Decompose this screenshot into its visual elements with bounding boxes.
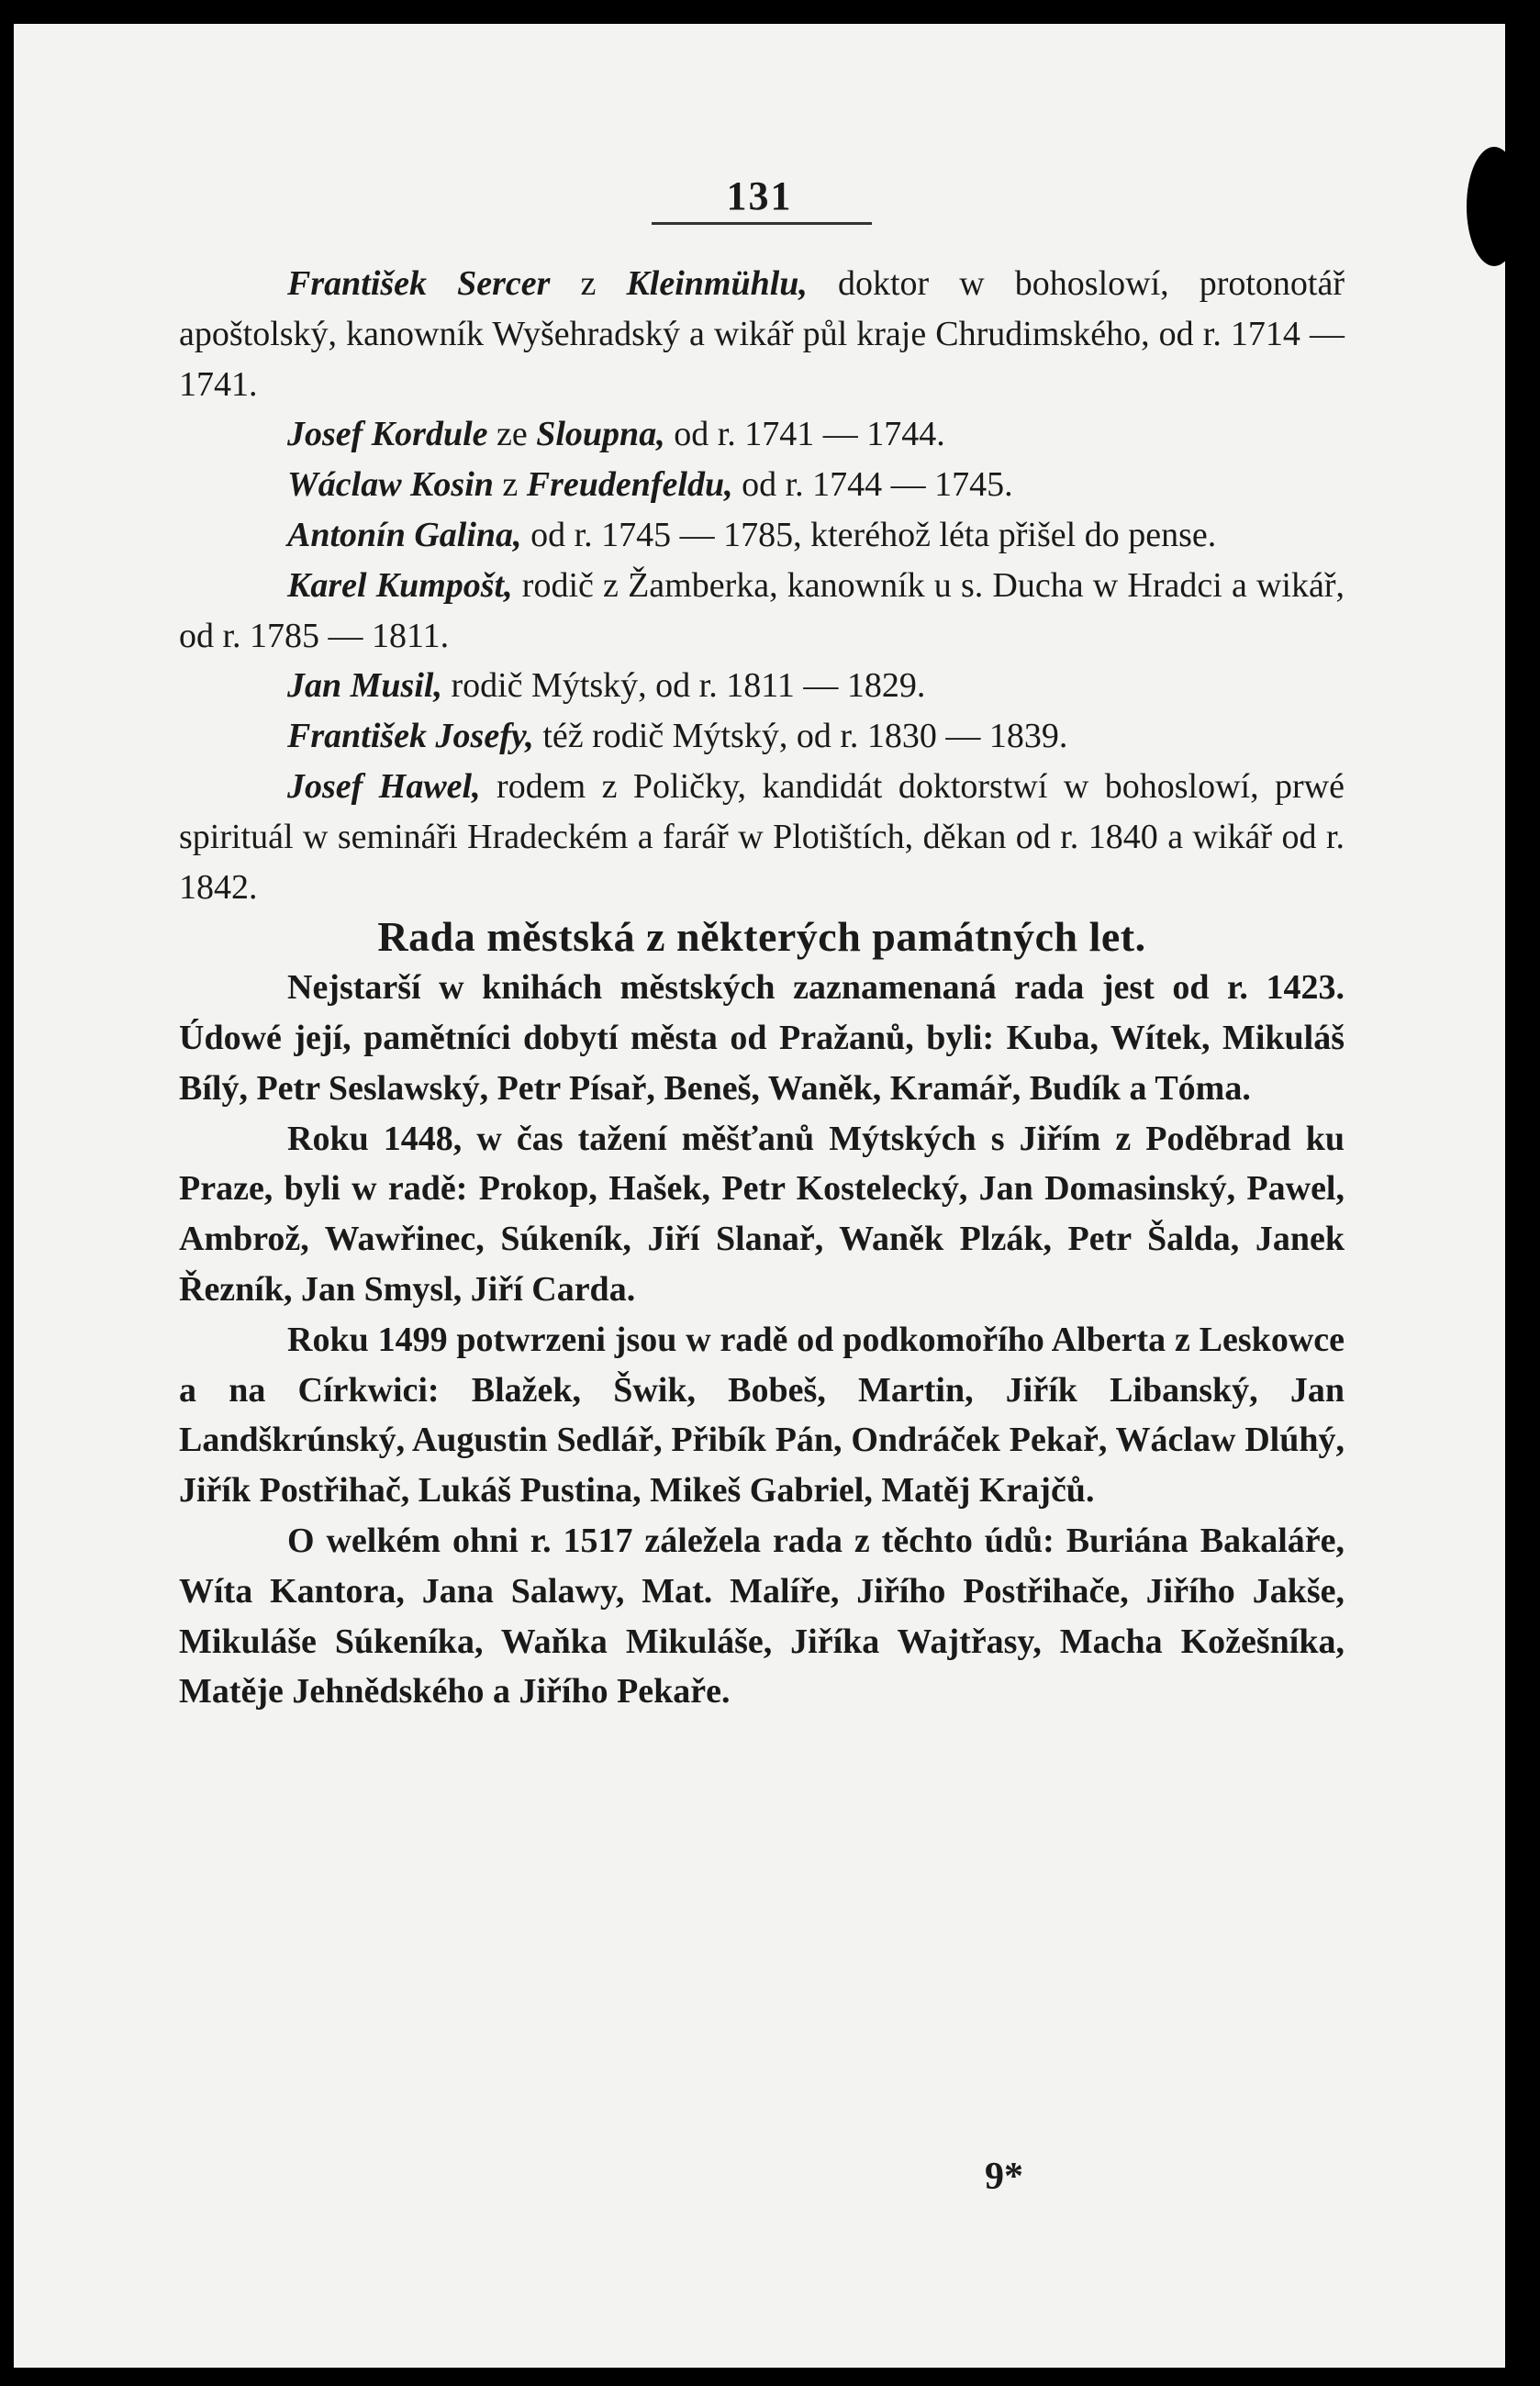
section-heading: Rada městská z některých památných let. — [377, 913, 1146, 961]
page-number: 131 — [726, 173, 793, 218]
scan-top-edge — [14, 18, 1505, 24]
entry: František Sercer z Kleinmühlu, doktor w bohoslowí, protonotář apoštolský, kanowník Wyšehradský a wikář půl kraje Chrudimského, od r. 1714 — 1741. — [179, 264, 1345, 404]
entry: František Josefy, též rodič Mýtský, od r. 1830 — 1839. — [287, 717, 1068, 756]
signature-mark: 9* — [985, 2156, 1023, 2198]
section-paragraph: O welkém ohni r. 1517 záležela rada z těchto údů: Buriána Bakaláře, Wíta Kantora, Jana Salawy, Mat. Malíře, Jiřího Postřihače, Jiřího Jakše, Mikuláše Súkeníka, Waňka Mikuláše, Jiříka Wajtřasy, Macha Kožešníka, Matěje Jehnědského a Jiřího Pekaře. — [179, 1521, 1345, 1711]
header-rule — [652, 222, 872, 225]
entry: Josef Hawel, rodem z Poličky, kandidát doktorstwí w bohoslowí, prwé spirituál w semináři Hradeckém a farář w Plotištích, děkan od r. 1840 a wikář od r. 1842. — [179, 766, 1345, 907]
book-page — [14, 18, 1505, 2368]
entry: Wáclaw Kosin z Freudenfeldu, od r. 1744 — 1745. — [287, 465, 1013, 505]
section-paragraph: Roku 1448, w čas tažení měšťanů Mýtských s Jiřím z Poděbrad ku Praze, byli w radě: Prokop, Hašek, Petr Kostelecký, Jan Domasinský, Pawel, Ambrož, Wawřinec, Súkeník, Jiří Slanař, Waněk Plzák, Petr Šalda, Janek Řezník, Jan Smysl, Jiří Carda. — [179, 1119, 1345, 1309]
entry: Karel Kumpošt, rodič z Žamberka, kanowník u s. Ducha w Hradci a wikář, od r. 1785 — 1811. — [179, 565, 1345, 655]
entry: Antonín Galina, od r. 1745 — 1785, kteréhož léta přišel do pense. — [287, 515, 1217, 554]
section-paragraph: Roku 1499 potwrzeni jsou w radě od podkomořího Alberta z Leskowce a na Církwici: Blažek, Šwik, Bobeš, Martin, Jiřík Libanský, Jan Landškrúnský, Augustin Sedlář, Přibík Pán, Ondráček Pekař, Wáclaw Dlúhý, Jiřík Postřihač, Lukáš Pustina, Mikeš Gabriel, Matěj Krajčů. — [179, 1320, 1345, 1511]
entry: Josef Kordule ze Sloupna, od r. 1741 — 1744. — [287, 415, 945, 454]
entry: Jan Musil, rodič Mýtský, od r. 1811 — 1829. — [287, 666, 926, 706]
page-content — [179, 259, 1345, 1717]
section-paragraph: Nejstarší w knihách městských zaznamenaná rada jest od r. 1423. Údowé její, pamětníci dobytí města od Pražanů, byli: Kuba, Wítek, Mikuláš Bílý, Petr Seslawský, Petr Písař, Beneš, Waněk, Kramář, Budík a Tóma. — [179, 968, 1345, 1108]
